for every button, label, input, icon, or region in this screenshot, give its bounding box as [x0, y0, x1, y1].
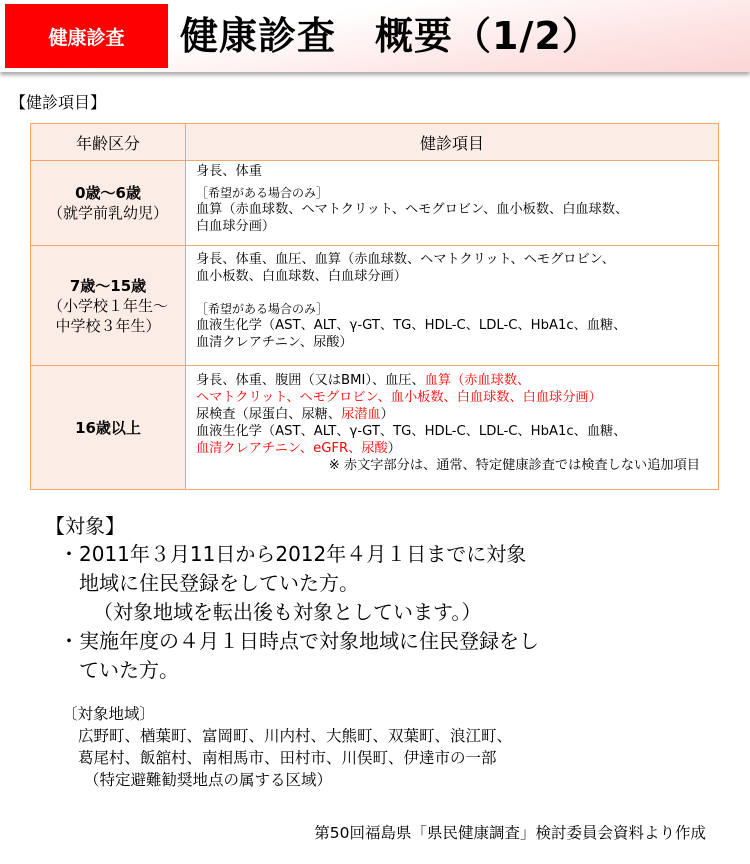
target-bullet: ・実施年度の４月１日時点で対象地域に住民登録をし ていた方。	[59, 629, 539, 682]
area-list-line: 葛尾村、飯舘村、南相馬市、田村市、川俣町、伊達市の一部	[78, 749, 497, 767]
table-row	[31, 246, 719, 366]
items-section-label: 【健診項目】	[10, 93, 107, 112]
table-row	[31, 161, 719, 246]
age-range: 0歳～6歳	[75, 184, 141, 202]
item-line: 血液生化学（AST、ALT、γ-GT、TG、HDL-C、LDL-C、HbA1c、血糖、	[196, 424, 627, 439]
item-line: 血算（赤血球数、ヘマトクリット、ヘモグロビン、血小板数、白血球数、	[196, 202, 629, 217]
slide-header	[0, 0, 750, 72]
age-cell	[31, 246, 186, 366]
target-areas-label: 〔対象地域〕	[62, 705, 156, 723]
target-section-label: 【対象】	[45, 514, 125, 538]
checkup-items-table	[30, 123, 719, 490]
item-line: 血清クレアチニン、eGFR、尿酸）	[196, 441, 401, 456]
section-badge: 健康診査	[5, 4, 168, 68]
item-line: 血液生化学（AST、ALT、γ-GT、TG、HDL-C、LDL-C、HbA1c、血糖、	[196, 318, 627, 333]
additional-item: 血清クレアチニン、eGFR、尿酸	[196, 441, 388, 456]
item-line: 血小板数、白血球数、白血球分画）	[196, 269, 407, 284]
age-cell	[31, 161, 186, 246]
age-range: 7歳～15歳	[69, 276, 147, 295]
item-line: 身長、体重	[196, 164, 262, 179]
target-bullet: ・2011年３月11日から2012年４月１日までに対象 地域に住民登録をしていた方。	[59, 542, 527, 595]
items-cell	[186, 161, 719, 246]
target-note: （対象地域を転出後も対象としています。）	[93, 600, 482, 624]
red-text-footnote: ※ 赤文字部分は、通常、特定健康診査では検査しない追加項目	[328, 458, 700, 473]
age-description-line: （小学校１年生～	[47, 296, 168, 315]
optional-note: ［希望がある場合のみ］	[196, 186, 329, 200]
item-line: 白血球分画）	[196, 219, 276, 234]
age-description: （就学前乳幼児）	[47, 204, 168, 222]
table-header-row	[31, 124, 719, 161]
page-title: 健康診査 概要（1/2）	[180, 14, 601, 58]
additional-item: 血算（赤血球数、	[424, 373, 531, 388]
item-line: 身長、体重、血圧、血算（赤血球数、ヘマトクリット、ヘモグロビン、	[196, 252, 615, 267]
target-section	[45, 512, 745, 685]
source-citation: 第50回福島県「県民健康調査」検討委員会資料より作成	[314, 824, 706, 842]
additional-item: ヘマトクリット、ヘモグロビン、血小板数、白血球数、白血球分画）	[196, 390, 602, 405]
area-note: （特定避難勧奨地点の属する区域）	[84, 771, 333, 789]
item-line: 尿検査（尿蛋白、尿糖、尿潜血）	[196, 407, 394, 422]
column-header-items: 健診項目	[186, 124, 719, 161]
items-cell	[186, 246, 719, 366]
table-row	[31, 366, 719, 490]
age-description-line: 中学校３年生）	[55, 316, 161, 335]
target-areas	[62, 703, 742, 791]
optional-note: ［希望がある場合のみ］	[196, 302, 329, 316]
age-range: 16歳以上	[75, 418, 141, 437]
item-line: 血清クレアチニン、尿酸）	[196, 335, 353, 350]
age-cell	[31, 366, 186, 490]
items-cell	[186, 366, 719, 490]
additional-item: 尿潜血	[341, 407, 381, 422]
column-header-age: 年齢区分	[31, 124, 186, 161]
area-list-line: 広野町、楢葉町、富岡町、川内村、大熊町、双葉町、浪江町、	[78, 727, 513, 745]
item-line: 身長、体重、腹囲（又はBMI）、血圧、血算（赤血球数、	[196, 373, 531, 388]
